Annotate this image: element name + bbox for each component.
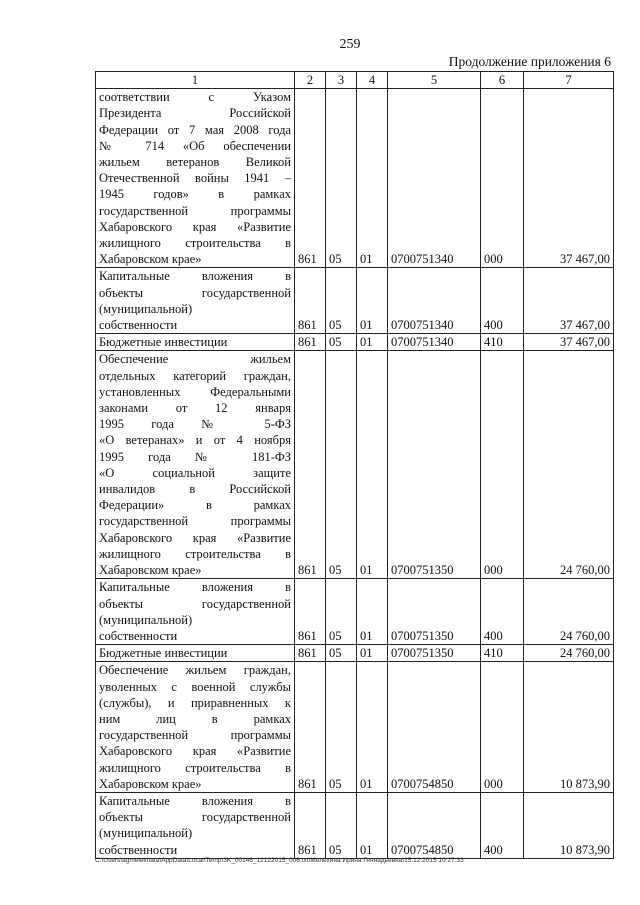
budget-table (95, 71, 614, 859)
description-line: отдельных категорий граждан, (99, 368, 291, 383)
subsection-code: 01 (357, 268, 388, 334)
table-row (96, 792, 614, 858)
target-article-code: 0700754850 (388, 662, 481, 793)
target-article-code: 0700751350 (388, 351, 481, 579)
amount-value: 24 760,00 (524, 351, 614, 579)
expense-type-code: 410 (481, 334, 524, 351)
department-code: 861 (295, 792, 326, 858)
table-row (96, 334, 614, 351)
table-row (96, 89, 614, 268)
description-line: Хабаровском крае» (99, 563, 202, 578)
target-article-code: 0700751350 (388, 579, 481, 645)
description-line: Бюджетные инвестиции (99, 335, 228, 350)
subsection-code: 01 (357, 579, 388, 645)
description-line: Капитальные вложения в (99, 793, 291, 808)
description-line: 1995 года № 181-ФЗ (99, 449, 291, 464)
description-line: Обеспечение жильем граждан, (99, 663, 291, 678)
row-description (96, 662, 295, 793)
target-article-code: 0700754850 (388, 792, 481, 858)
department-code: 861 (295, 351, 326, 579)
description-line: объекты государственной (99, 285, 291, 300)
target-article-code: 0700751340 (388, 268, 481, 334)
description-line: государственной программы (99, 203, 291, 218)
expense-type-code: 400 (481, 268, 524, 334)
description-line: Обеспечение жильем (99, 352, 291, 367)
subsection-code: 01 (357, 351, 388, 579)
row-description (96, 89, 295, 268)
description-line: собственности (99, 318, 178, 333)
row-description (96, 792, 295, 858)
description-line: установленных Федеральными (99, 384, 291, 399)
column-header: 1 (96, 72, 295, 89)
column-header: 7 (524, 72, 614, 89)
description-line: Хабаровского края «Развитие (99, 744, 291, 759)
description-line: собственности (99, 628, 178, 643)
description-line: государственной программы (99, 728, 291, 743)
description-line: жилищного строительства в (99, 546, 291, 561)
description-line: ним лиц в рамках (99, 711, 291, 726)
amount-value: 10 873,90 (524, 662, 614, 793)
table-row (96, 268, 614, 334)
department-code: 861 (295, 268, 326, 334)
amount-value: 24 760,00 (524, 645, 614, 662)
section-code: 05 (326, 792, 357, 858)
target-article-code: 0700751350 (388, 645, 481, 662)
description-line: объекты государственной (99, 596, 291, 611)
table-header-row (96, 72, 614, 89)
subsection-code: 01 (357, 334, 388, 351)
description-line: соответствии с Указом (99, 90, 291, 105)
description-line: законами от 12 января (99, 401, 291, 416)
description-line: собственности (99, 842, 178, 857)
department-code: 861 (295, 579, 326, 645)
department-code: 861 (295, 334, 326, 351)
row-description (96, 645, 295, 662)
continuation-title: Продолжение приложения 6 (448, 54, 611, 69)
section-code: 05 (326, 351, 357, 579)
section-code: 05 (326, 268, 357, 334)
description-line: жилищного строительства в (99, 236, 291, 251)
description-line: Бюджетные инвестиции (99, 646, 228, 661)
department-code: 861 (295, 645, 326, 662)
description-line: Президента Российской (99, 106, 291, 121)
description-line: № 714 «Об обеспечении (99, 138, 291, 153)
expense-type-code: 400 (481, 792, 524, 858)
section-code: 05 (326, 579, 357, 645)
description-line: «О ветеранах» и от 4 ноября (99, 433, 291, 448)
row-description (96, 334, 295, 351)
description-line: Капитальные вложения в (99, 580, 291, 595)
description-line: объекты государственной (99, 810, 291, 825)
row-description (96, 351, 295, 579)
description-line: уволенных с военной службы (99, 679, 291, 694)
page-number: 259 (339, 37, 361, 52)
amount-value: 37 467,00 (524, 334, 614, 351)
description-line: Хабаровского края «Развитие (99, 219, 291, 234)
column-header: 6 (481, 72, 524, 89)
description-line: инвалидов в Российской (99, 482, 291, 497)
description-line: Федерации» в рамках (99, 498, 291, 513)
description-line: Хабаровском крае» (99, 252, 202, 267)
description-line: 1945 годов» в рамках (99, 187, 291, 202)
description-line: государственной программы (99, 514, 291, 529)
table-row (96, 579, 614, 645)
expense-type-code: 000 (481, 662, 524, 793)
description-line: (муниципальной) (99, 826, 193, 841)
section-code: 05 (326, 89, 357, 268)
section-code: 05 (326, 334, 357, 351)
expense-type-code: 400 (481, 579, 524, 645)
table-body (96, 89, 614, 859)
expense-type-code: 000 (481, 89, 524, 268)
column-header: 4 (357, 72, 388, 89)
description-line: 1995 года № 5-ФЗ (99, 417, 291, 432)
column-header: 5 (388, 72, 481, 89)
column-header: 2 (295, 72, 326, 89)
subsection-code: 01 (357, 645, 388, 662)
amount-value: 24 760,00 (524, 579, 614, 645)
expense-type-code: 000 (481, 351, 524, 579)
subsection-code: 01 (357, 792, 388, 858)
department-code: 861 (295, 662, 326, 793)
description-line: Капитальные вложения в (99, 269, 291, 284)
subsection-code: 01 (357, 662, 388, 793)
description-line: Хабаровского края «Развитие (99, 530, 291, 545)
table-row (96, 351, 614, 579)
amount-value: 10 873,90 (524, 792, 614, 858)
expense-type-code: 410 (481, 645, 524, 662)
description-line: жильем ветеранов Великой (99, 155, 291, 170)
column-header: 3 (326, 72, 357, 89)
description-line: (муниципальной) (99, 301, 193, 316)
amount-value: 37 467,00 (524, 268, 614, 334)
row-description (96, 579, 295, 645)
description-line: жилищного строительства в (99, 760, 291, 775)
description-line: (службы), и приравненных к (99, 695, 291, 710)
subsection-code: 01 (357, 89, 388, 268)
department-code: 861 (295, 89, 326, 268)
description-line: Федерации от 7 мая 2008 года (99, 122, 291, 137)
file-path-footer: C:\Users\agmelekhata\AppData\Local\Temp\3K_00146_12122015_006.txt\Мелехина Ирина Геннадьевна\15.12.2015 10:27:33 (95, 857, 464, 864)
target-article-code: 0700751340 (388, 89, 481, 268)
description-line: (муниципальной) (99, 612, 193, 627)
row-description (96, 268, 295, 334)
section-code: 05 (326, 645, 357, 662)
section-code: 05 (326, 662, 357, 793)
table-row (96, 662, 614, 793)
target-article-code: 0700751340 (388, 334, 481, 351)
description-line: Отечественной войны 1941 – (99, 171, 291, 186)
table-row (96, 645, 614, 662)
description-line: Хабаровском крае» (99, 776, 202, 791)
description-line: «О социальной защите (99, 465, 291, 480)
amount-value: 37 467,00 (524, 89, 614, 268)
